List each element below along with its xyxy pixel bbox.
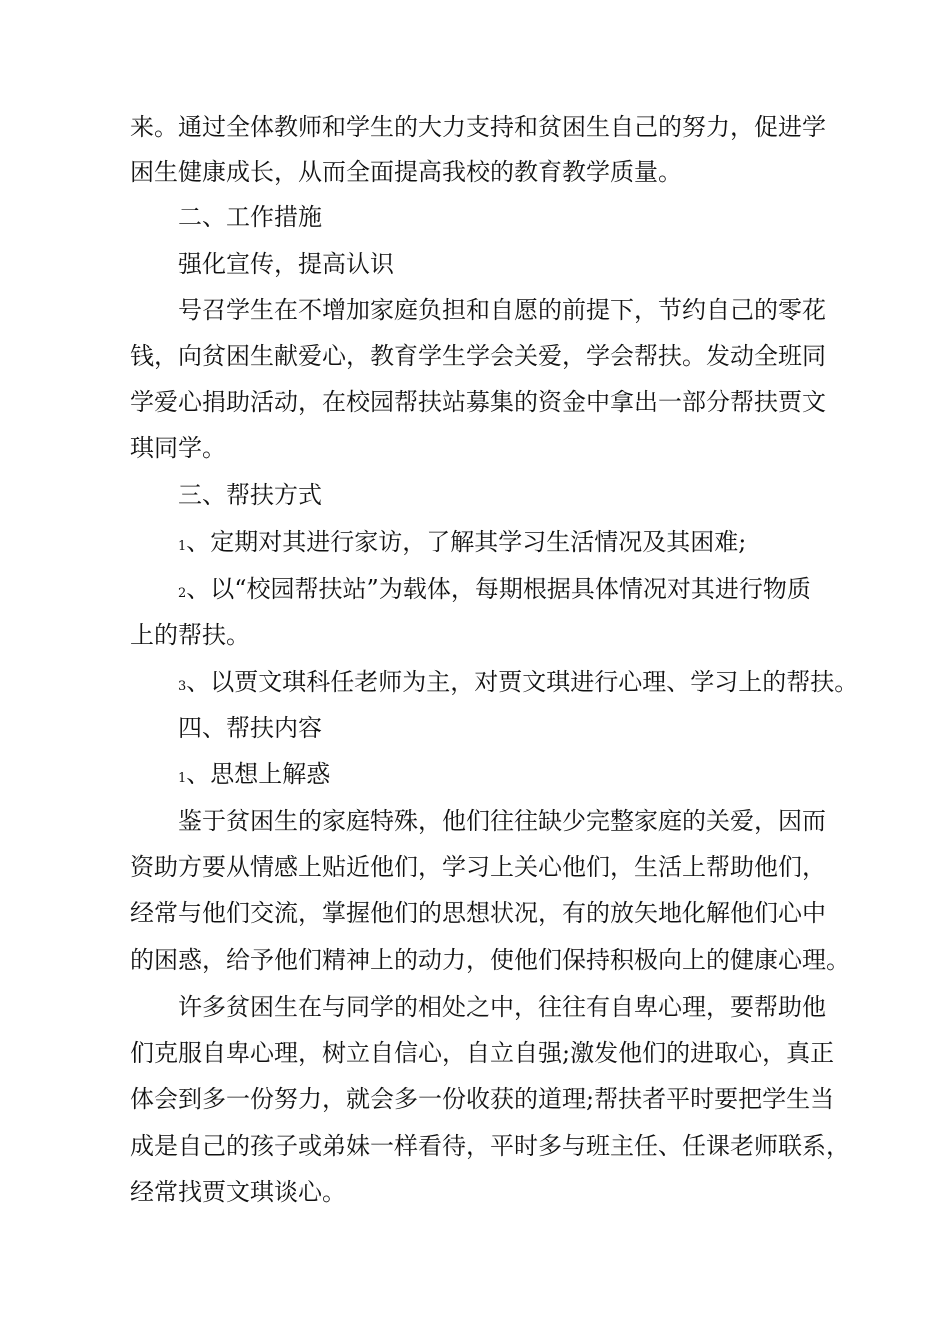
paragraph-line: 们克服自卑心理，树立自信心，自立自强;激发他们的进取心，真正 [130,1039,835,1067]
paragraph-line: 经常找贾文琪谈心。 [130,1178,346,1206]
paragraph-line: 体会到多一份努力，就会多一份收获的道理;帮扶者平时要把学生当 [130,1085,835,1113]
list-number: 3 [178,679,187,694]
list-item [178,526,746,563]
paragraph-line: 钱，向贫困生献爱心，教育学生学会关爱，学会帮扶。发动全班同 [130,342,826,370]
subsection-heading: 强化宣传，提高认识 [178,250,394,278]
list-item-text: 、定期对其进行家访，了解其学习生活情况及其困难; [186,528,747,556]
list-item [178,573,811,610]
paragraph-line: 经常与他们交流，掌握他们的思想状况，有的放矢地化解他们心中 [130,899,826,927]
list-item-text: 、以“校园帮扶站”为载体，每期根据具体情况对其进行物质 [186,575,811,603]
list-item [178,758,330,795]
paragraph-line: 琪同学。 [130,434,226,462]
list-item-text: 、以贾文琪科任老师为主，对贾文琪进行心理、学习上的帮扶。 [186,668,859,696]
list-number: 2 [178,586,187,601]
list-number: 1 [178,771,187,786]
paragraph-line: 来。通过全体教师和学生的大力支持和贫困生自己的努力，促进学 [130,113,826,141]
paragraph-line: 鉴于贫困生的家庭特殊，他们往往缺少完整家庭的关爱，因而 [178,807,826,835]
paragraph-line: 困生健康成长，从而全面提高我校的教育教学质量。 [130,158,682,186]
paragraph-line: 学爱心捐助活动，在校园帮扶站募集的资金中拿出一部分帮扶贾文 [130,388,826,416]
paragraph-line: 号召学生在不增加家庭负担和自愿的前提下，节约自己的零花 [178,296,826,324]
paragraph-line: 上的帮扶。 [130,621,250,649]
list-item [178,666,858,703]
section-heading: 三、帮扶方式 [178,481,322,509]
paragraph-line: 许多贫困生在与同学的相处之中，往往有自卑心理，要帮助他 [178,993,826,1021]
section-heading: 四、帮扶内容 [178,714,322,742]
paragraph-line: 资助方要从情感上贴近他们，学习上关心他们，生活上帮助他们， [130,853,826,881]
list-number: 1 [178,539,187,554]
list-item-text: 、思想上解惑 [186,760,331,788]
paragraph-line: 成是自己的孩子或弟妹一样看待，平时多与班主任、任课老师联系， [130,1132,850,1160]
paragraph-line: 的困惑，给予他们精神上的动力，使他们保持积极向上的健康心理。 [130,946,850,974]
section-heading: 二、工作措施 [178,203,322,231]
